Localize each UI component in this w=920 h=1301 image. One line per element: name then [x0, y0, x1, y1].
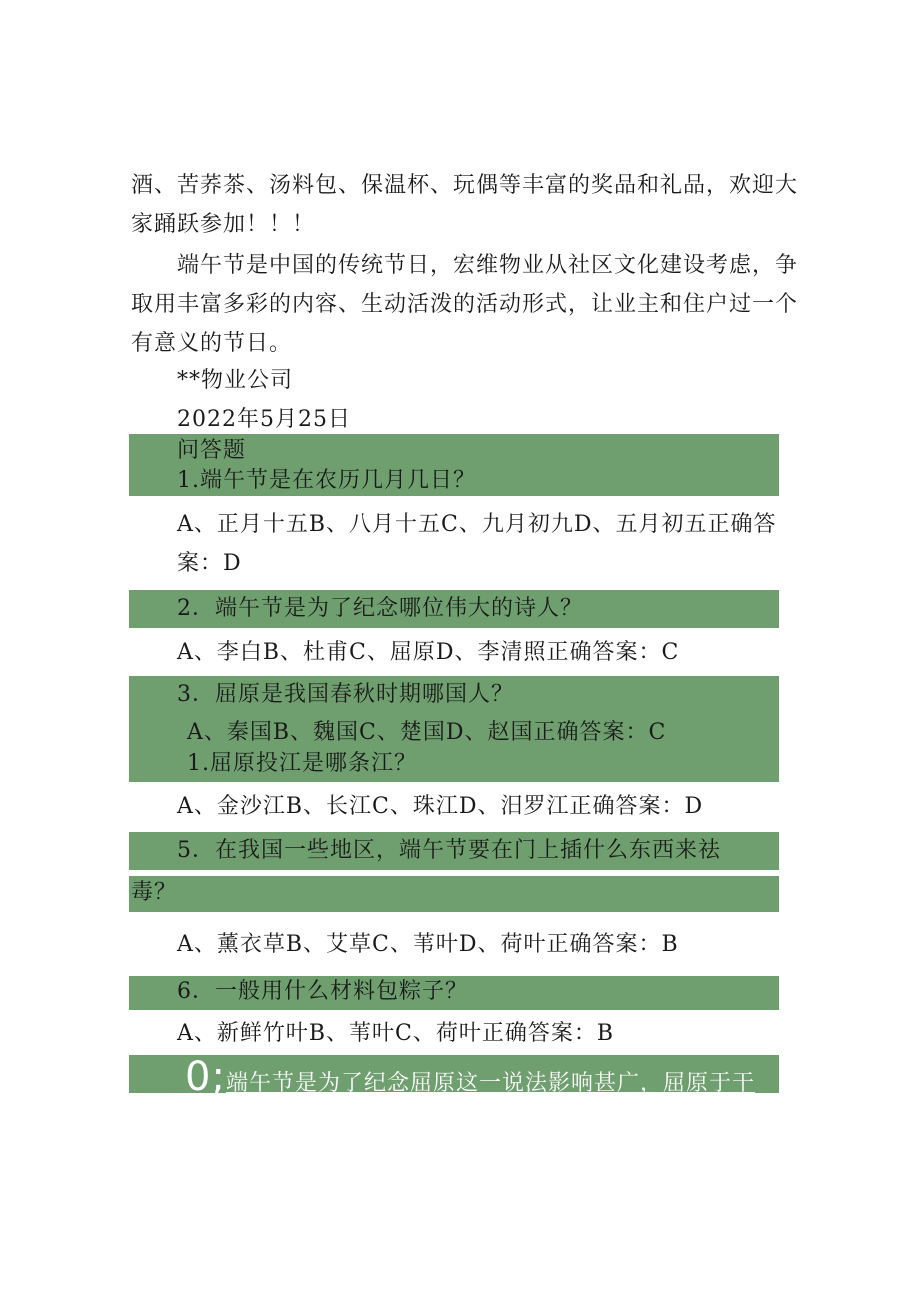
question-5-line-2: 毒？ [131, 880, 178, 905]
last-paragraph-text: 端午节是为了纪念屈原这一说法影响甚广，屈原于干 [225, 1071, 755, 1096]
question-1: 1.端午节是在农历几月几日？ [177, 468, 476, 493]
intro-paragraph-line-2: 取用丰富多彩的内容、生动活泼的活动形式，让业主和住户过一个 [131, 292, 799, 317]
answer-1-line-2: 案：D [177, 551, 242, 576]
question-4: 1.屈原投江是哪条江？ [187, 751, 417, 776]
answer-4: A、金沙江B、长江C、珠江D、汨罗江正确答案：D [177, 794, 704, 819]
answer-2: A、李白B、杜甫C、屈原D、李清照正确答案：C [177, 640, 680, 665]
answer-5: A、薰衣草B、艾草C、苇叶D、荷叶正确答案：B [177, 932, 679, 957]
last-paragraph-prefix: 0; [185, 1054, 226, 1100]
question-5-line-1: 5．在我国一些地区，端午节要在门上插什么东西来祛 [177, 838, 721, 863]
question-6: 6．一般用什么材料包粽子？ [177, 979, 468, 1004]
answer-6: A、新鲜竹叶B、苇叶C、荷叶正确答案：B [177, 1021, 615, 1046]
last-paragraph [185, 1054, 755, 1100]
intro-paragraph-line-3: 有意义的节日。 [131, 331, 293, 356]
q5-continuation-band [129, 876, 779, 912]
answer-3: A、秦国B、魏国C、楚国D、赵国正确答案：C [187, 720, 667, 745]
intro-line-1: 酒、苦荞茶、汤料包、保温杯、玩偶等丰富的奖品和礼品，欢迎大 [131, 173, 799, 198]
company-name: **物业公司 [177, 368, 294, 393]
quiz-heading: 问答题 [177, 438, 247, 463]
answer-1-line-1: A、正月十五B、八月十五C、九月初九D、五月初五正确答 [177, 512, 777, 537]
intro-paragraph-line-1: 端午节是中国的传统节日，宏维物业从社区文化建设考虑，争 [177, 253, 799, 278]
intro-line-2: 家踊跃参加！！！ [131, 212, 316, 237]
notice-date: 2022年5月25日 [177, 407, 351, 432]
question-3: 3．屈原是我国春秋时期哪国人？ [177, 682, 514, 707]
question-2: 2．端午节是为了纪念哪位伟大的诗人？ [177, 596, 583, 621]
